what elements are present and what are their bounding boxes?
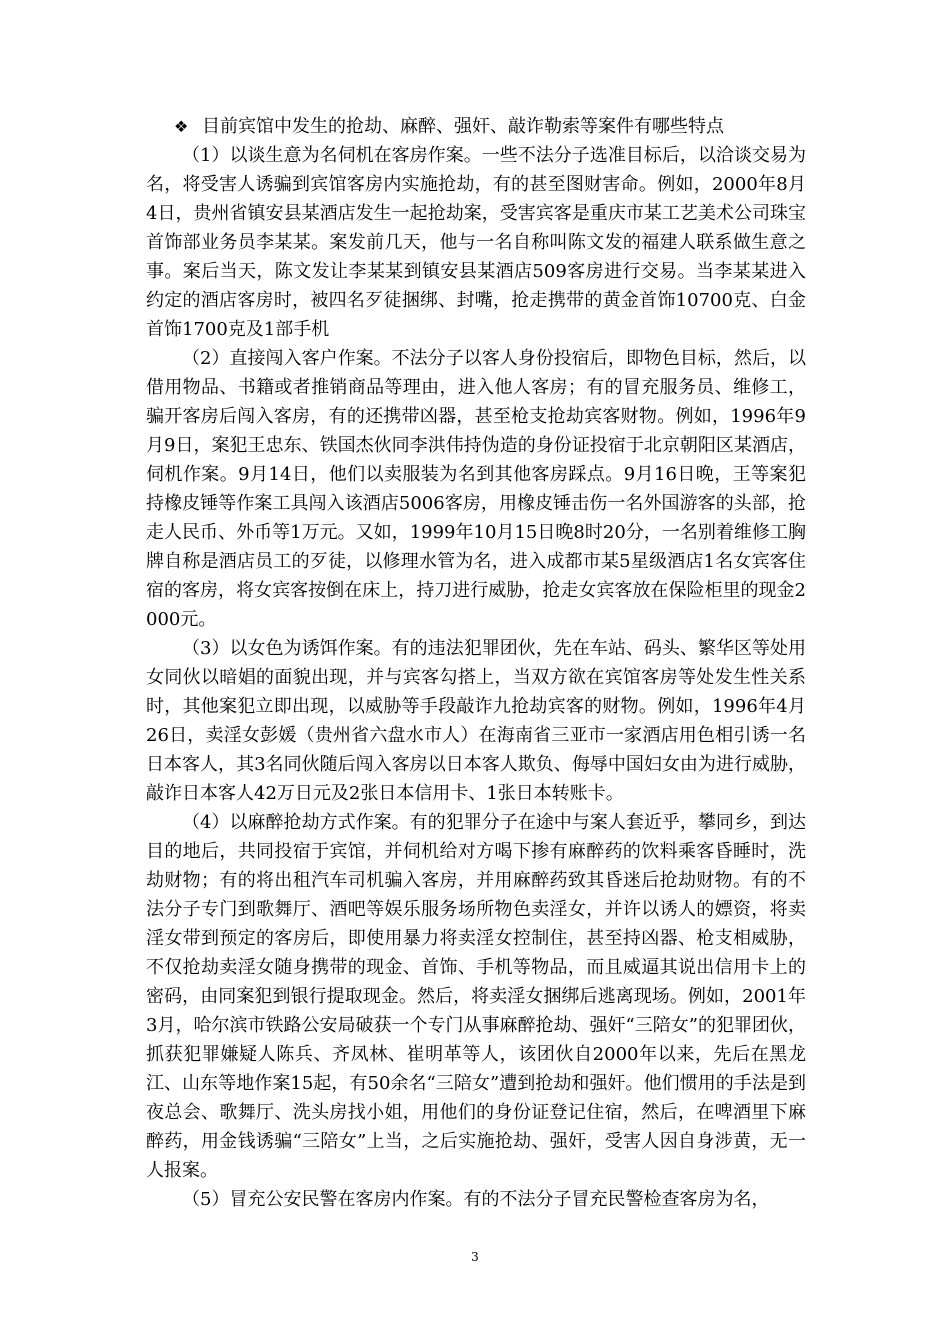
page-number: 3 bbox=[471, 1250, 479, 1264]
paragraph-1: （1）以谈生意为名伺机在客房作案。一些不法分子选准目标后，以洽谈交易为名，将受害人诱骗到宾馆客房内实施抢劫，有的甚至图财害命。例如，2000年8月4日，贵州省镇安县某酒店发生一起抢劫案，受害宾客是重庆市某工艺美术公司珠宝首饰部业务员李某某。案发前几天，他与一名自称叫陈文发的福建人联系做生意之事。案后当天，陈文发让李某某到镇安县某酒店509客房进行交易。当李某某进入约定的酒店客房时，被四名歹徒捆绑、封嘴，抢走携带的黄金首饰10700克、白金首饰1700克及1部手机 bbox=[146, 145, 806, 340]
document-body bbox=[146, 112, 806, 1214]
paragraph-3: （3）以女色为诱饵作案。有的违法犯罪团伙，先在车站、码头、繁华区等处用女同伙以暗娼的面貌出现，并与宾客勾搭上，当双方欲在宾馆客房等处发生性关系时，其他案犯立即出现，以威胁等手段敲诈九抢劫宾客的财物。例如，1996年4月26日，卖淫女彭媛（贵州省六盘水市人）在海南省三亚市一家酒店用色相引诱一名日本客人，其3名同伙随后闯入客房以日本客人欺负、侮辱中国妇女由为进行威胁，敲诈日本客人42万日元及2张日本信用卡、1张日本转账卡。 bbox=[146, 638, 806, 804]
paragraph-5: （5）冒充公安民警在客房内作案。有的不法分子冒充民警检查客房为名， bbox=[182, 1189, 770, 1210]
paragraph-2: （2）直接闯入客户作案。不法分子以客人身份投宿后，即物色目标，然后，以借用物品、书籍或者推销商品等理由，进入他人客房；有的冒充服务员、维修工，骗开客房后闯入客房，有的还携带凶器，甚至枪支抢劫宾客财物。例如，1996年9月9日，案犯王忠东、铁国杰伙同李洪伟持伪造的身份证投宿于北京朝阳区某酒店，伺机作案。9月14日，他们以卖服装为名到其他客房踩点。9月16日晚，王等案犯持橡皮锤等作案工具闯入该酒店5006客房，用橡皮锤击伤一名外国游客的头部，抢走人民币、外币等1万元。又如，1999年10月15日晚8时20分，一名别着维修工胸牌自称是酒店员工的歹徒，以修理水管为名，进入成都市某5星级酒店1名女宾客住宿的客房，将女宾客按倒在床上，持刀进行威胁，抢走女宾客放在保险柜里的现金2000元。 bbox=[146, 348, 806, 630]
section-heading-text: 目前宾馆中发生的抢劫、麻醉、强奸、敲诈勒索等案件有哪些特点 bbox=[202, 116, 724, 137]
section-heading bbox=[174, 112, 806, 141]
paragraph-4: （4）以麻醉抢劫方式作案。有的犯罪分子在途中与案人套近乎，攀同乡，到达目的地后，共同投宿于宾馆，并伺机给对方喝下掺有麻醉药的饮料乘客昏睡时，洗劫财物；有的将出租汽车司机骗入客房，并用麻醉药致其昏迷后抢劫财物。有的不法分子专门到歌舞厅、酒吧等娱乐服务场所物色卖淫女，并许以诱人的嫖资，将卖淫女带到预定的客房后，即使用暴力将卖淫女控制住，甚至持凶器、枪支相威胁，不仅抢劫卖淫女随身携带的现金、首饰、手机等物品，而且威逼其说出信用卡上的密码，由同案犯到银行提取现金。然后，将卖淫女捆绑后逃离现场。例如，2001年3月，哈尔滨市铁路公安局破获一个专门从事麻醉抢劫、强奸“三陪女”的犯罪团伙，抓获犯罪嫌疑人陈兵、齐凤林、崔明革等人，该团伙自2000年以来，先后在黑龙江、山东等地作案15起，有50余名“三陪女”遭到抢劫和强奸。他们惯用的手法是到夜总会、歌舞厅、洗头房找小姐，用他们的身份证登记住宿，然后，在啤酒里下麻醉药，用金钱诱骗“三陪女”上当，之后实施抢劫、强奸，受害人因自身涉黄，无一人报案。 bbox=[146, 812, 806, 1181]
diamond-bullet-icon: ❖ bbox=[174, 117, 189, 136]
